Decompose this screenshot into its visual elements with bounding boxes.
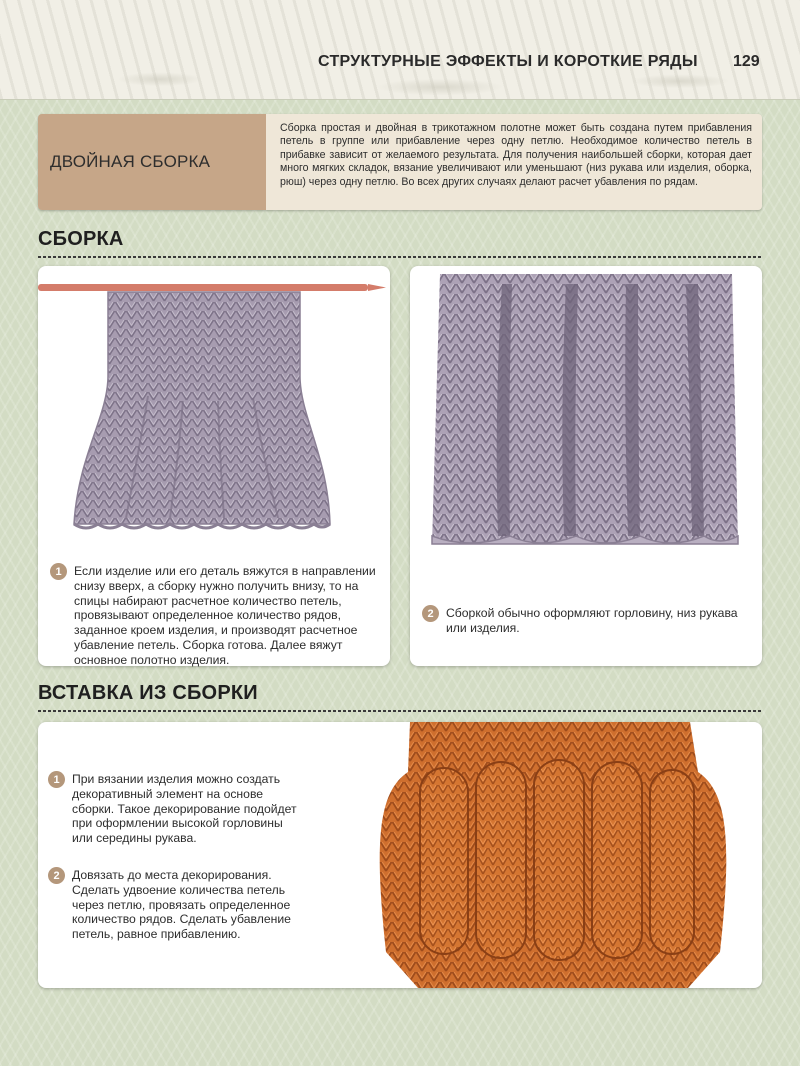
orange-gathered-insert-image (368, 722, 738, 988)
section-title-gathering: СБОРКА (38, 228, 124, 250)
panel-gathered-insert (38, 722, 762, 988)
step-text: Если изделие или его деталь вяжутся в направлении снизу вверх, а сборку нужно получить внизу, то на спицы набирают расчетное количество петель, провязывают определенное количество рядов, заданное кроем изделия, и производят расчетное убавление петель. Сборка готова. Далее вяжут основное полотно изделия. (74, 564, 376, 667)
step-number-badge: 1 (48, 771, 65, 788)
decorative-header-band (0, 0, 800, 100)
panel-step-1 (38, 266, 390, 666)
step-2 (422, 606, 748, 636)
panel-step-2 (410, 266, 762, 666)
running-title: СТРУКТУРНЫЕ ЭФФЕКТЫ И КОРОТКИЕ РЯДЫ (318, 53, 698, 70)
intro-text: Сборка простая и двойная в трикотажном полотне может быть создана путем прибавления петель в группе или прибавление через одну петлю. Необходимое количество петель в прибавке зависит от желаемого результата. Для получения наибольшей сборки, которая дает много мягких складок, вязание увеличивают или уменьшают (низ рукава или изделия, оборка, рюш) через одну петлю. Во всех других случаях делают расчет убавления по рядам. (266, 114, 762, 210)
insert-step-2 (48, 868, 298, 942)
gather-fold (534, 760, 584, 960)
knitted-swatch (74, 292, 330, 524)
lavender-gathered-swatch-image (38, 266, 390, 556)
page-number: 129 (733, 53, 760, 70)
intro-heading: ДВОЙНАЯ СБОРКА (38, 114, 266, 210)
section-title-gathered-insert: ВСТАВКА ИЗ СБОРКИ (38, 682, 258, 704)
gather-fold (420, 768, 468, 954)
insert-step-1 (48, 772, 298, 846)
step-text: Сборкой обычно оформляют горловину, низ рукава или изделия. (446, 606, 738, 635)
gather-fold (476, 762, 526, 958)
knitting-needle (38, 284, 368, 291)
step-1 (50, 564, 376, 668)
step-number-badge: 2 (422, 605, 439, 622)
gather-fold (592, 762, 642, 958)
gather-fold (650, 770, 694, 954)
step-text: Довязать до места декорирования. Сделать удвоение количества петель через петлю, провязать определенное количество рядов. Сделать убавление петель, равное прибавлению. (72, 868, 291, 942)
section-divider (38, 256, 762, 258)
step-number-badge: 2 (48, 867, 65, 884)
intro-box (38, 114, 762, 210)
step-number-badge: 1 (50, 563, 67, 580)
step-text: При вязании изделия можно создать декоративный элемент на основе сборки. Такое декорирование подойдет при оформлении высокой горловины или середины рукава. (72, 772, 297, 846)
lavender-ribbed-gather-image (420, 274, 752, 554)
section-divider (38, 710, 762, 712)
